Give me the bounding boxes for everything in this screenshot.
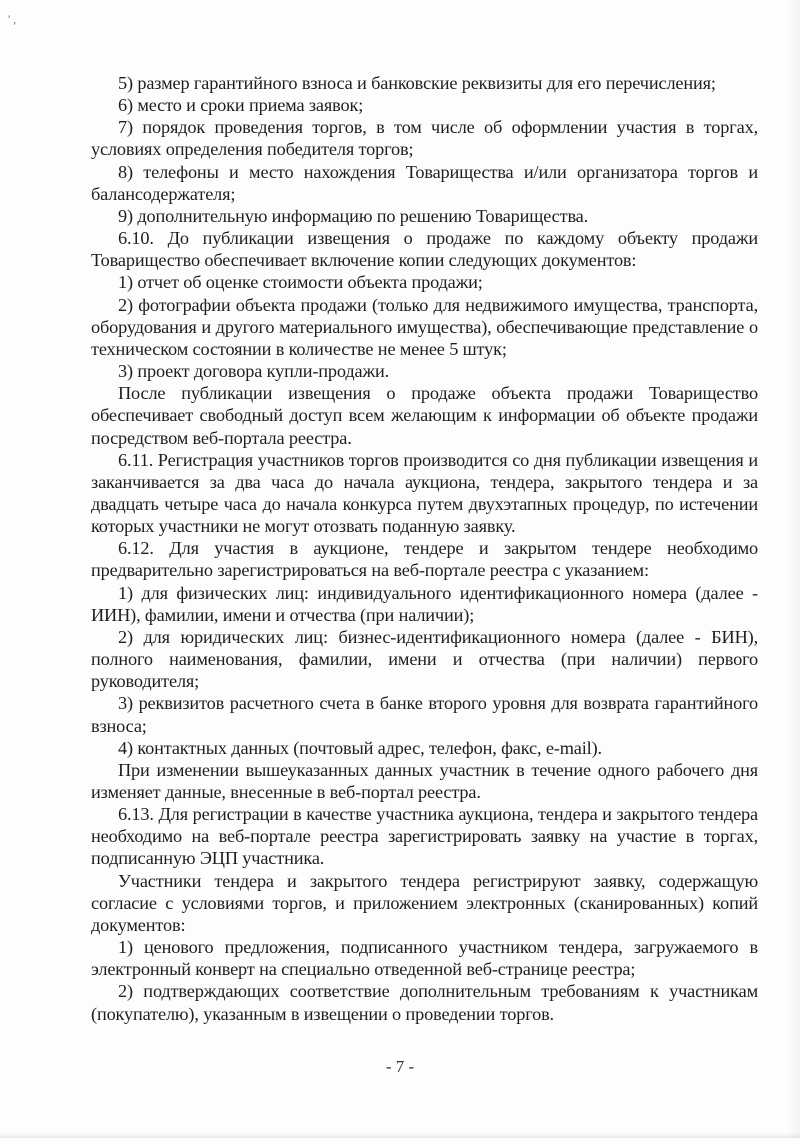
- clause-6-13-item-2: 2) подтверждающих соответствие дополнительным требованиям к участникам (покупателю), указанным в извещении о проведении торгов.: [91, 981, 758, 1024]
- scan-artifact-marks: ' ,: [8, 12, 17, 26]
- clause-6-12-item-2: 2) для юридических лиц: бизнес-идентификационного номера (далее - БИН), полного наименования, фамилии, имени и отчества (при наличии) первого руководителя;: [91, 626, 758, 692]
- list-item-9-additional-info: 9) дополнительную информацию по решению Товарищества.: [118, 205, 589, 226]
- clause-6-11: 6.11. Регистрация участников торгов производится со дня публикации извещения и заканчивается за два часа до начала аукциона, тендера, закрытого тендера и за двадцать четыре часа до начала конкурса путем двухэтапных процедур, по истечении которых участники не могут отозвать поданную заявку.: [91, 449, 758, 537]
- clause-6-10: 6.10. До публикации извещения о продаже по каждому объекту продажи Товарищество обеспечивает включение копии следующих документов:: [91, 228, 758, 271]
- clause-6-10-item-1: 1) отчет об оценке стоимости объекта продажи;: [118, 272, 483, 293]
- clause-6-13-item-1: 1) ценового предложения, подписанного участником тендера, загружаемого в электронный конверт на специально отведенной веб-странице реестра;: [91, 937, 758, 980]
- list-item-6-application-place: 6) место и сроки приема заявок;: [118, 95, 364, 116]
- page-number: - 7 -: [385, 1057, 415, 1076]
- list-item-5-guarantee-fee: 5) размер гарантийного взноса и банковские реквизиты для его перечисления;: [118, 73, 716, 93]
- scan-bottom-shadow: [0, 1132, 800, 1138]
- clause-6-10-item-3: 3) проект договора купли-продажи.: [118, 361, 390, 382]
- clause-6-12-item-1: 1) для физических лиц: индивидуального идентификационного номера (далее - ИИН), фамилии, имени и отчества (при наличии);: [91, 582, 758, 625]
- clause-6-12-item-4: 4) контактных данных (почтовый адрес, телефон, факс, e-mail).: [118, 737, 602, 758]
- scan-edge-shadow: [788, 0, 800, 1138]
- clause-6-10-item-2: 2) фотографии объекта продажи (только для недвижимого имущества, транспорта, оборудования и другого материального имущества), обеспечивающие представление о техническом состоянии в количестве не менее 5 штук;: [91, 294, 758, 359]
- clause-6-12-item-3: 3) реквизитов расчетного счета в банке второго уровня для возврата гарантийного взноса;: [91, 693, 758, 736]
- clause-6-13-tender-participants: Участники тендера и закрытого тендера регистрируют заявку, содержащую согласие с условиями торгов, и приложением электронных (сканированных) копий документов:: [91, 870, 758, 935]
- clause-6-12: 6.12. Для участия в аукционе, тендере и закрытом тендере необходимо предварительно зарегистрироваться на веб-портале реестра с указанием:: [91, 538, 758, 581]
- list-item-8-phones-location: 8) телефоны и место нахождения Товарищества и/или организатора торгов и балансодержателя;: [91, 161, 758, 204]
- clause-6-12-data-change: При изменении вышеуказанных данных участник в течение одного рабочего дня изменяет данные, внесенные в веб-портал реестра.: [91, 759, 758, 802]
- list-item-7-auction-procedure: 7) порядок проведения торгов, в том числе об оформлении участия в торгах, условиях определения победителя торгов;: [91, 117, 758, 160]
- document-body: [91, 72, 758, 1025]
- clause-6-10-after-publication: После публикации извещения о продаже объекта продажи Товарищество обеспечивает свободный доступ всем желающим к информации об объекте продажи посредством веб-портала реестра.: [91, 383, 758, 448]
- clause-6-13: 6.13. Для регистрации в качестве участника аукциона, тендера и закрытого тендера необходимо на веб-портале реестра зарегистрировать заявку на участие в торгах, подписанную ЭЦП участника.: [91, 804, 758, 869]
